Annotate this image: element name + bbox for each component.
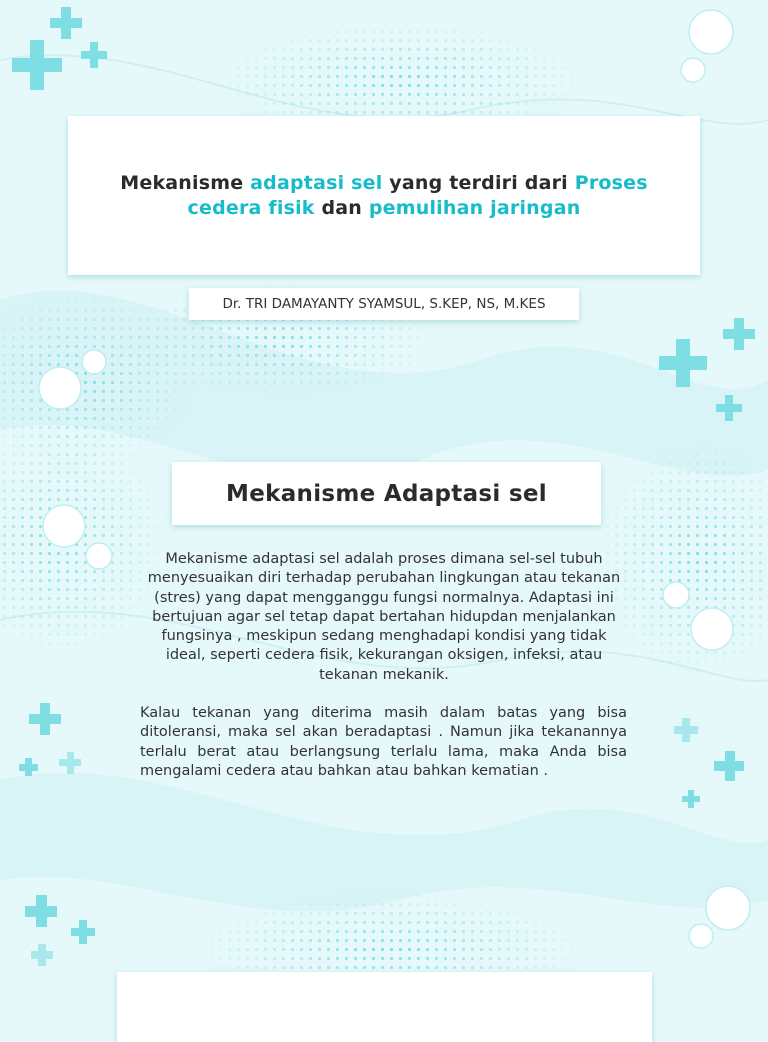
author-name: Dr. TRI DAMAYANTY SYAMSUL, S.KEP, NS, M.KES: [222, 296, 546, 312]
bubble: [706, 886, 750, 930]
body-paragraph-2: Kalau tekanan yang diterima masih dalam batas yang bisa ditoleransi, maka sel akan beradaptasi . Namun jika tekanannya terlalu berat atau berlangsung terlalu lama, maka Anda bisa mengalami cedera atau bahkan atau bahkan kematian .: [140, 705, 627, 779]
title-segment: yang terdiri dari: [382, 171, 575, 194]
section-heading-card: [172, 462, 601, 525]
bubble: [43, 505, 85, 547]
document-title: [84, 171, 684, 221]
bubble: [689, 924, 713, 948]
title-highlight: adaptasi sel: [250, 171, 383, 194]
bubble: [681, 58, 705, 82]
body-paragraph-1: Mekanisme adaptasi sel adalah proses dimana sel-sel tubuh menyesuaikan diri terhadap perubahan lingkungan atau tekanan (stres) yang dapat mengganggu fungsi normalnya. Adaptasi ini bertujuan agar sel tetap dapat bertahan hidupdan menjalankan fungsinya , meskipun sedang menghadapi kondisi yang tidak ideal, seperti cedera fisik, kekurangan oksigen, infeksi, atau tekanan mekanik.: [147, 551, 621, 683]
title-card: [68, 116, 700, 275]
title-segment: dan: [314, 196, 369, 219]
bubble: [86, 543, 112, 569]
section-heading: Mekanisme Adaptasi sel: [226, 480, 547, 507]
author-card: [189, 288, 579, 320]
title-highlight: Proses cedera fisik: [187, 171, 648, 219]
bubble: [691, 608, 733, 650]
bubble: [663, 582, 689, 608]
bubble: [39, 367, 81, 409]
bubble: [82, 350, 106, 374]
bubble: [689, 10, 733, 54]
title-segment: Mekanisme: [120, 171, 251, 194]
next-card: [117, 972, 652, 1042]
title-highlight: pemulihan jaringan: [368, 196, 581, 219]
